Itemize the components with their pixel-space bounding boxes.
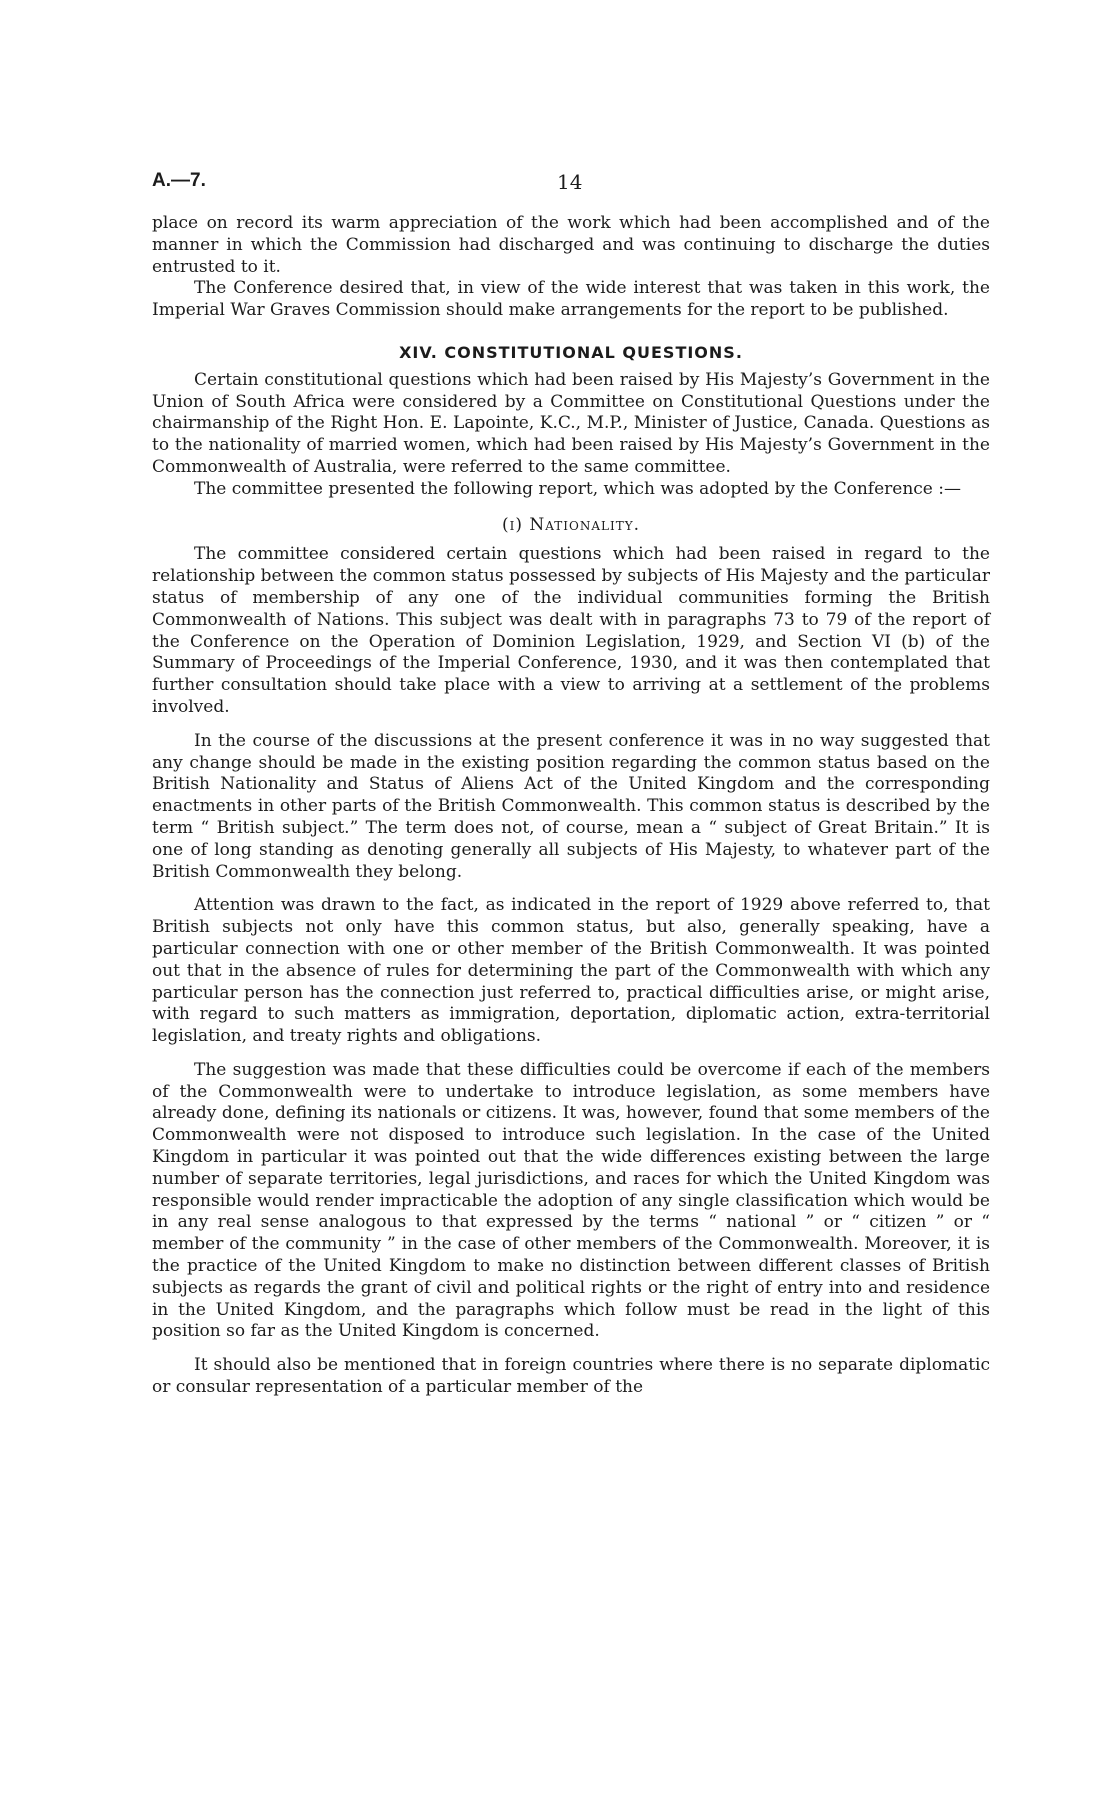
paragraph: The suggestion was made that these difficulties could be overcome if each of the members of the Commonwealth were to undertake to introduce legislation, as some members have already done, defining its nationals or citizens. It was, however, found that some members of the Commonwealth were not disposed to introduce such legislation. In the case of the United Kingdom in particular it was pointed out that the wide differences existing between the large number of separate territories, legal jurisdictions, and races for which the United Kingdom was responsible would render impracticable the adoption of any single classification which would be in any real sense analogous to that expressed by the terms “ national ” or “ citizen ” or “ member of the community ” in the case of other members of the Commonwealth. Moreover, it is the practice of the United Kingdom to make no distinction between different classes of British subjects as regards the grant of civil and political rights or the right of entry into and residence in the United Kingdom, and the paragraphs which follow must be read in the light of this position so far as the United Kingdom is concerned. bbox=[152, 1059, 990, 1342]
section-heading: XIV. CONSTITUTIONAL QUESTIONS. bbox=[399, 342, 743, 362]
paragraph: It should also be mentioned that in foreign countries where there is no separate diplomatic or consular representation of a particular member of the bbox=[152, 1355, 990, 1398]
paragraph: The committee presented the following report, which was adopted by the Conference :— bbox=[194, 478, 961, 499]
paragraph: Certain constitutional questions which had been raised by His Majesty’s Government in the Union of South Africa were considered by a Committee on Constitutional Questions under the chairmanship of the Right Hon. E. Lapointe, K.C., M.P., Minister of Justice, Canada. Questions as to the nationality of married women, which had been raised by His Majesty’s Government in the Commonwealth of Australia, were referred to the same committee. bbox=[152, 369, 990, 477]
paragraph: The Conference desired that, in view of the wide interest that was taken in this work, the Imperial War Graves Commission should make arrangements for the report to be published. bbox=[152, 278, 990, 321]
paragraph-continuation: place on record its warm appreciation of the work which had been accomplished and of the manner in which the Commission had discharged and was continuing to discharge the duties entrusted to it. bbox=[152, 213, 990, 277]
paragraph: Attention was drawn to the fact, as indicated in the report of 1929 above referred to, that British subjects not only have this common status, but also, generally speaking, have a particular connection with one or other member of the British Commonwealth. It was pointed out that in the absence of rules for determining the part of the Commonwealth with which any particular person has the connection just referred to, practical difficulties arise, or might arise, with regard to such matters as immigration, deportation, diplomatic action, extra-territorial legislation, and treaty rights and obligations. bbox=[152, 895, 990, 1047]
page-header bbox=[152, 170, 990, 198]
subsection-heading: (i) Nationality. bbox=[501, 514, 641, 535]
document-body bbox=[152, 213, 990, 1399]
document-reference: A.—7. bbox=[152, 170, 206, 191]
page-number: 14 bbox=[557, 170, 583, 194]
paragraph: The committee considered certain questions which had been raised in regard to the relationship between the common status possessed by subjects of His Majesty and the particular status of membership of any one of the individual communities forming the British Commonwealth of Nations. This subject was dealt with in paragraphs 73 to 79 of the report of the Conference on the Operation of Dominion Legislation, 1929, and Section VI (b) of the Summary of Proceedings of the Imperial Conference, 1930, and it was then contemplated that further consultation should take place with a view to arriving at a settlement of the problems involved. bbox=[152, 544, 990, 717]
paragraph: In the course of the discussions at the present conference it was in no way suggested that any change should be made in the existing position regarding the common status based on the British Nationality and Status of Aliens Act of the United Kingdom and the corresponding enactments in other parts of the British Commonwealth. This common status is described by the term “ British subject.” The term does not, of course, mean a “ subject of Great Britain.” It is one of long standing as denoting generally all subjects of His Majesty, to whatever part of the British Commonwealth they belong. bbox=[152, 730, 990, 882]
